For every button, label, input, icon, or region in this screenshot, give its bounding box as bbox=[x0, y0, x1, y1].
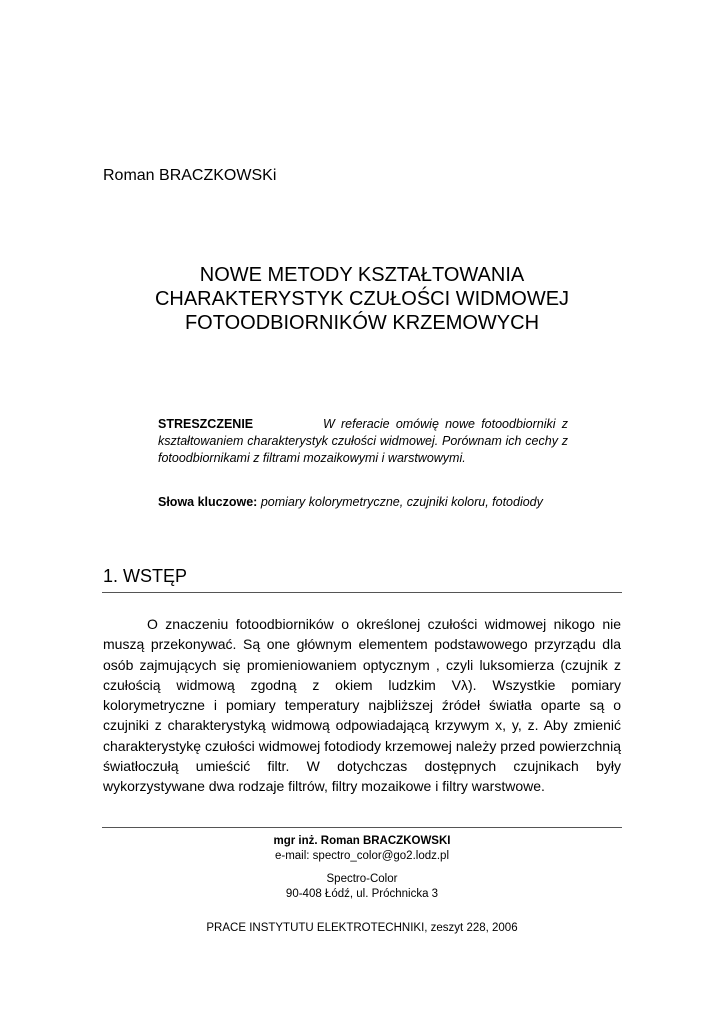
title-line-3: FOTOODBIORNIKÓW KRZEMOWYCH bbox=[184, 312, 540, 334]
footer-address: 90-408 Łódź, ul. Próchnicka 3 bbox=[285, 888, 439, 900]
section-divider bbox=[102, 592, 622, 593]
footer-company: Spectro-Color bbox=[326, 873, 398, 885]
footer-author-name: mgr inż. Roman BRACZKOWSKI bbox=[273, 835, 451, 847]
footer-email: e-mail: spectro_color@go2.lodz.pl bbox=[274, 850, 450, 862]
title-line-2: CHARAKTERYSTYK CZUŁOŚCI WIDMOWEJ bbox=[154, 288, 570, 310]
abstract-text: W referacie omówię nowe fotoodbiorniki z kształtowaniem charakterystyk czułości widmowej. Porównam ich cechy z fotoodbiornikami z filtrami mozaikowymi i warstwowymi. bbox=[158, 417, 568, 465]
author-affiliation bbox=[80, 834, 644, 902]
abstract bbox=[158, 416, 568, 467]
title-line-1: NOWE METODY KSZTAŁTOWANIA bbox=[199, 264, 525, 286]
keywords bbox=[158, 494, 598, 511]
author-name: Roman BRACZKOWSKi bbox=[103, 167, 277, 184]
abstract-label: STRESZCZENIE bbox=[158, 417, 254, 431]
intro-paragraph: O znaczeniu fotoodbiorników o określonej czułości widmowej nikogo nie muszą przekonywać. Są one głównym elementem podstawowego przyrządu dla osób zajmujących się promieniowaniem optycznym , czyli luksomierza (czujnik z czułością widmową zgodną z okiem ludzkim Vλ). Wszystkie pomiary kolorymetryczne i pomiary temperatury najbliższej źródeł światła oparte są o czujniki z charakterystyką widmową odpowiadającą krzywym x, y, z. Aby zmienić charakterystykę czułości widmowej fotodiody krzemowej należy przed powierzchnią światłoczułą umieścić filtr. W dotychczas dostępnych czujnikach były wykorzystywane dwa rodzaje filtrów, filtry mozaikowe i filtry warstwowe. bbox=[103, 616, 621, 795]
keywords-label: Słowa kluczowe: bbox=[158, 495, 258, 509]
paper-title bbox=[80, 263, 644, 335]
journal-reference: PRACE INSTYTUTU ELEKTROTECHNIKI, zeszyt 228, 2006 bbox=[206, 922, 518, 934]
section-heading: 1. WSTĘP bbox=[103, 566, 188, 586]
body-text bbox=[103, 614, 621, 797]
footer-divider bbox=[102, 827, 622, 828]
keywords-text: pomiary kolorymetryczne, czujniki koloru, fotodiody bbox=[260, 495, 543, 509]
